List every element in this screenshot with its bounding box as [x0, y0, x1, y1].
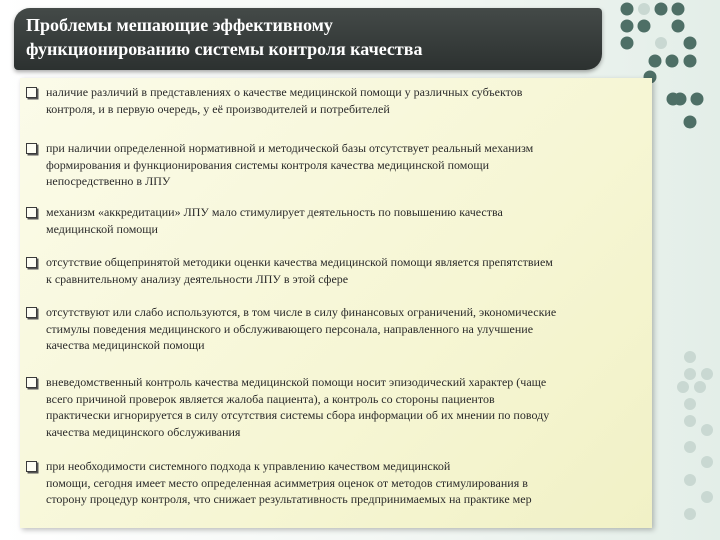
- bullet-text: [46, 374, 642, 440]
- bullet-line: качества медицинской помощи: [46, 338, 205, 353]
- decor-dot: [667, 93, 680, 106]
- decor-dot: [701, 368, 713, 380]
- bullet-line: механизм «аккредитации» ЛПУ мало стимулирует деятельность по повышению качества: [46, 205, 503, 219]
- decor-dot: [684, 37, 697, 50]
- square-bullet-icon: [26, 377, 37, 388]
- decor-dot: [621, 3, 634, 16]
- square-bullet-icon: [26, 257, 37, 268]
- square-bullet-icon: [26, 207, 37, 218]
- bullet-line: практически игнорируется в силу отсутствия системы сбора информации об их мнении по поводу: [46, 408, 550, 423]
- decor-dot: [655, 3, 668, 16]
- bullet-line: отсутствие общепринятой методики оценки качества медицинской помощи является препятствием: [46, 255, 553, 269]
- decor-dot: [684, 415, 696, 427]
- slide-title: [26, 13, 596, 61]
- decor-dot: [666, 55, 679, 68]
- decor-dot: [701, 424, 713, 436]
- bullet-text: [46, 140, 642, 190]
- decor-dot: [638, 3, 650, 15]
- bullet-line: к сравнительному анализу деятельности ЛПУ в этой сфере: [46, 271, 349, 286]
- decor-dot: [684, 351, 696, 363]
- bullet-text: [46, 84, 642, 117]
- square-bullet-icon: [26, 307, 37, 318]
- decor-dot: [684, 116, 697, 129]
- square-bullet-icon: [26, 143, 37, 154]
- bullet-text: [46, 304, 642, 354]
- bullet-line: стимулы поведения медицинского и обслуживающего персонала, направленного на улучшение: [46, 321, 534, 336]
- decor-dot: [684, 368, 696, 380]
- content-panel: [20, 78, 652, 528]
- decor-dot: [691, 93, 704, 106]
- decor-dot: [621, 20, 634, 33]
- bullet-line: контроля, и в первую очередь, у её производителей и потребителей: [46, 101, 390, 116]
- square-bullet-icon: [26, 87, 37, 98]
- decor-dot: [684, 441, 696, 453]
- bullet-line: медицинской помощи: [46, 221, 158, 236]
- bullet-text: [46, 204, 642, 237]
- bullet-line: вневедомственный контроль качества медицинской помощи носит эпизодический характер (чаще: [46, 375, 547, 389]
- title-bar: [14, 8, 602, 70]
- bullet-line: отсутствуют или слабо используются, в том числе в силу финансовых ограничений, экономические: [46, 305, 557, 319]
- bullet-line: сторону процедур контроля, что снижает результативность предпринимаемых на практике мер: [46, 492, 532, 507]
- bullet-text: [46, 254, 642, 287]
- bullet-line: наличие различий в представлениях о качестве медицинской помощи у различных субъектов: [46, 85, 523, 99]
- decor-dot: [684, 474, 696, 486]
- square-bullet-icon: [26, 461, 37, 472]
- bullet-line: помощи, сегодня имеет место определенная асимметрия оценок от методов стимулирования в: [46, 475, 528, 490]
- bullet-line: непосредственно в ЛПУ: [46, 174, 171, 189]
- decor-dot: [684, 55, 697, 68]
- decor-dot: [621, 37, 634, 50]
- decor-dot: [672, 3, 685, 16]
- decor-dot: [701, 456, 713, 468]
- bullet-line: качества медицинского обслуживания: [46, 424, 241, 439]
- bullet-line: формирования и функционирования системы контроля качества медицинской помощи: [46, 157, 490, 172]
- title-line-2: функционированию системы контроля качества: [26, 39, 423, 59]
- decor-dot: [638, 20, 651, 33]
- title-line-1: Проблемы мешающие эффективному: [26, 15, 333, 35]
- bullet-text: [46, 458, 642, 508]
- bullet-line: всего причиной проверок является жалоба пациента), а контроль со стороны пациентов: [46, 391, 495, 406]
- decor-dot: [684, 398, 696, 410]
- decor-dot: [701, 491, 713, 503]
- decor-dot: [672, 20, 685, 33]
- decor-dot: [649, 55, 662, 68]
- bullet-line: при наличии определенной нормативной и методической базы отсутствует реальный механизм: [46, 141, 534, 155]
- decor-dot: [677, 381, 689, 393]
- decor-dot: [694, 381, 706, 393]
- decor-dot: [684, 508, 696, 520]
- decor-dot: [655, 37, 667, 49]
- bullet-line: при необходимости системного подхода к управлению качеством медицинской: [46, 459, 451, 473]
